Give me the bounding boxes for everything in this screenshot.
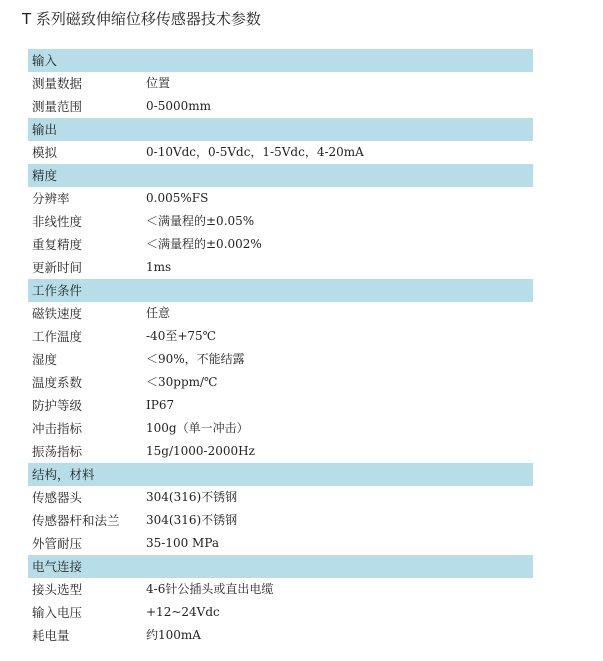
section-header-accuracy: 精度 <box>28 164 533 187</box>
table-row <box>28 187 533 210</box>
table-row <box>28 256 533 279</box>
row-label: 测量数据 <box>32 76 83 91</box>
table-row <box>28 440 533 463</box>
row-label: 传感器杆和法兰 <box>32 513 120 528</box>
table-row <box>28 325 533 348</box>
row-value: 304(316)不锈钢 <box>146 513 238 527</box>
section-header-electrical-connection: 电气连接 <box>28 555 533 578</box>
row-value: 0.005%FS <box>146 191 209 205</box>
row-label: 冲击指标 <box>32 421 83 436</box>
section-header-input: 输入 <box>28 49 533 72</box>
table-row <box>28 95 533 118</box>
row-label: 更新时间 <box>32 260 83 275</box>
spec-table <box>28 49 533 647</box>
row-value: 0-5000mm <box>146 99 211 113</box>
row-value: 100g（单一冲击） <box>146 421 249 435</box>
row-value: ＜30ppm/℃ <box>146 375 218 389</box>
row-value: 4-6针公插头或直出电缆 <box>146 582 274 596</box>
row-label: 温度系数 <box>32 375 83 390</box>
row-label: 非线性度 <box>32 214 83 229</box>
table-row <box>28 532 533 555</box>
table-row <box>28 141 533 164</box>
row-label: 外管耐压 <box>32 536 83 551</box>
row-value: 15g/1000-2000Hz <box>146 444 255 458</box>
table-row <box>28 486 533 509</box>
row-value: ＜满量程的±0.002% <box>146 237 262 251</box>
row-value: -40至+75℃ <box>146 329 217 343</box>
section-header-output: 输出 <box>28 118 533 141</box>
table-row <box>28 348 533 371</box>
table-row <box>28 302 533 325</box>
row-label: 测量范围 <box>32 99 83 114</box>
row-label: 模拟 <box>32 145 58 160</box>
row-label: 输入电压 <box>32 605 83 620</box>
table-row <box>28 233 533 256</box>
row-label: 振荡指标 <box>32 444 83 459</box>
page-title: T 系列磁致伸缩位移传感器技术参数 <box>22 10 261 28</box>
row-value: 任意 <box>146 306 171 320</box>
row-value: 0-10Vdc，0-5Vdc，1-5Vdc，4-20mA <box>146 145 364 159</box>
row-label: 耗电量 <box>32 628 70 643</box>
row-label: 接头选型 <box>32 582 83 597</box>
row-label: 防护等级 <box>32 398 83 413</box>
table-row <box>28 417 533 440</box>
row-value: 1ms <box>146 260 172 274</box>
table-row <box>28 624 533 647</box>
row-value: ＜满量程的±0.05% <box>146 214 255 228</box>
section-header-structure-material: 结构，材料 <box>28 463 533 486</box>
table-row <box>28 509 533 532</box>
row-label: 传感器头 <box>32 490 83 505</box>
row-value: 位置 <box>146 76 171 90</box>
row-label: 重复精度 <box>32 237 83 252</box>
row-value: 304(316)不锈钢 <box>146 490 238 504</box>
row-value: IP67 <box>146 398 175 412</box>
row-label: 湿度 <box>32 352 58 367</box>
table-row <box>28 394 533 417</box>
row-value: +12~24Vdc <box>146 605 220 619</box>
row-label: 工作温度 <box>32 329 83 344</box>
section-header-operating-conditions: 工作条件 <box>28 279 533 302</box>
row-value: 约100mA <box>146 628 201 642</box>
row-value: ＜90%，不能结露 <box>146 352 245 366</box>
table-row <box>28 578 533 601</box>
table-row <box>28 210 533 233</box>
table-row <box>28 72 533 95</box>
row-label: 磁铁速度 <box>32 306 83 321</box>
row-label: 分辨率 <box>32 191 70 206</box>
row-value: 35-100 MPa <box>146 536 220 550</box>
table-row <box>28 601 533 624</box>
table-row <box>28 371 533 394</box>
